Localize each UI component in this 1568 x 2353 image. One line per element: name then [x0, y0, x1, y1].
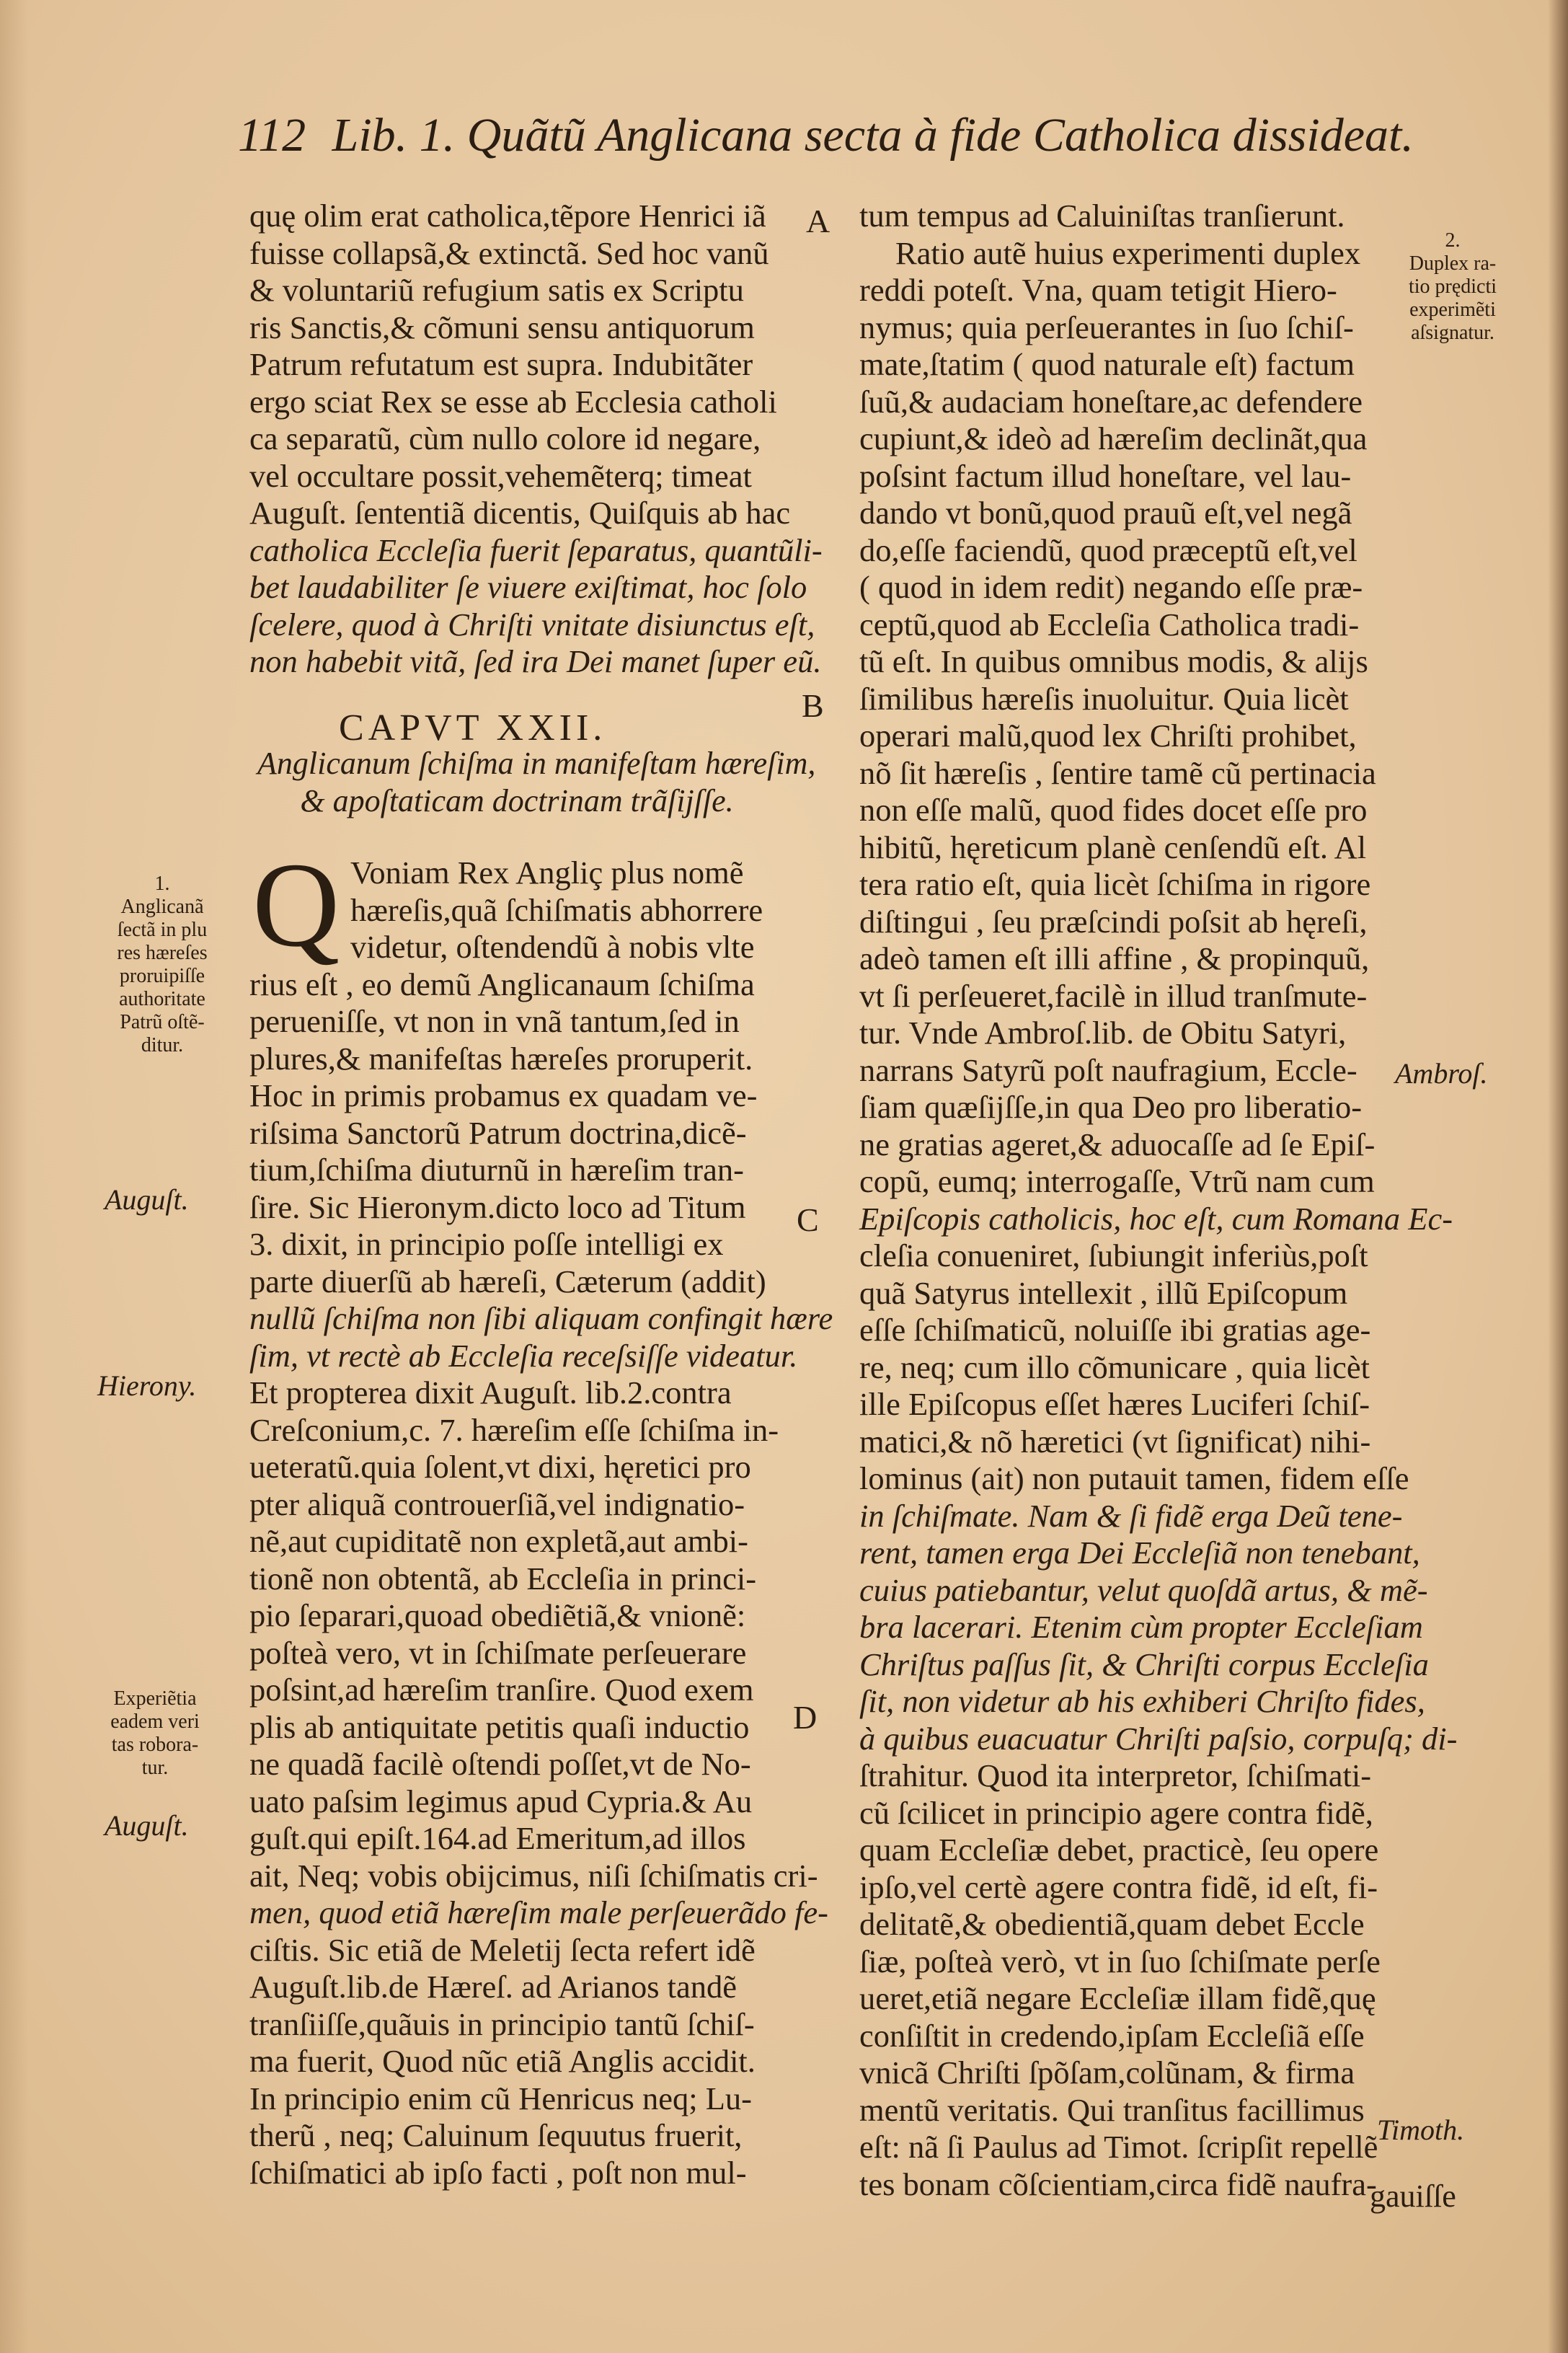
- text-line: eſſe ſchiſmaticũ, noluiſſe ibi gratias age-: [859, 1312, 1371, 1348]
- text-line: quę olim erat catholica,tẽpore Henrici iã: [249, 198, 766, 234]
- text-line: tum tempus ad Caluiniſtas tranſierunt.: [859, 198, 1345, 234]
- text-line: vt ſi perſeueret,facilè in illud tranſmute-: [859, 977, 1368, 1014]
- text-line: hæreſis,quã ſchiſmatis abhorrere: [350, 891, 763, 928]
- text-line: Voniam Rex Angliç plus nomẽ: [350, 855, 744, 891]
- text-line: matici,& nõ hæretici (vt ſignificat) nihi-: [859, 1423, 1371, 1460]
- text-line: plis ab antiquitate petitis quaſi inductio: [249, 1708, 750, 1745]
- text-line: tera ratio eſt, quia licèt ſchiſma in rigore: [859, 866, 1371, 902]
- text-line: Auguſt.lib.de Hæreſ. ad Arianos tandẽ: [249, 1969, 738, 2005]
- text-line: nõ ſit hæreſis , ſentire tamẽ cũ pertinacia: [859, 754, 1376, 791]
- text-line: tur. Vnde Ambroſ.lib. de Obitu Satyri,: [859, 1015, 1347, 1051]
- text-line: ca separatũ, cùm nullo colore id negare,: [249, 420, 761, 456]
- text-line: riſsima Sanctorũ Patrum doctrina,dicẽ-: [249, 1114, 747, 1151]
- text-line: reddi poteſt. Vna, quam tetigit Hiero-: [859, 272, 1337, 308]
- section-marker-d: D: [793, 1699, 818, 1736]
- text-line: ergo sciat Rex se esse ab Ecclesia catholi: [249, 383, 777, 420]
- text-line: non eſſe malũ, quod fides docet eſſe pro: [859, 792, 1368, 828]
- text-line: dando vt bonũ,quod prauũ eſt,vel negã: [859, 495, 1352, 531]
- page-edge-shadow: [1548, 0, 1568, 2353]
- text-line: ille Epiſcopus eſſet hæres Luciferi ſchiſ-: [859, 1386, 1370, 1422]
- text-line: re, neq; cum illo cõmunicare , quia licèt: [859, 1348, 1370, 1385]
- page-number: 112: [238, 109, 306, 162]
- text-line: Patrum refutatum est supra. Indubitãter: [249, 346, 753, 382]
- text-line: Ratio autẽ huius experimenti duplex: [895, 234, 1361, 271]
- text-line: In principio enim cũ Henricus neq; Lu-: [249, 2080, 752, 2116]
- text-line: ſuũ,& audaciam honeſtare,ac defendere: [859, 383, 1363, 420]
- text-line: poſsint factum illud honeſtare, vel lau-: [859, 457, 1352, 494]
- margin-note-right-1: [1395, 229, 1510, 345]
- margin-ref-timothy: Timoth.: [1377, 2114, 1465, 2146]
- text-line: 3. dixit, in principio poſſe intelligi ex: [249, 1226, 724, 1262]
- running-header: [238, 108, 1427, 173]
- left-column-top-text: [249, 198, 823, 681]
- text-line: diſtingui , ſeu præſcindi poſsit ab hęreſi,: [859, 903, 1368, 940]
- text-line: uato paſsim legimus apud Cypria.& Au: [249, 1783, 753, 1819]
- margin-note-left-1: [101, 873, 223, 1057]
- text-line: cupiunt,& ideò ad hæreſim declinãt,qua: [859, 420, 1368, 456]
- margin-note-line: Patrũ oſtẽ-: [120, 1011, 205, 1033]
- text-line: non habebit vitã, ſed ira Dei manet ſuper eũ.: [249, 643, 822, 679]
- margin-note-line: tas robora-: [111, 1734, 199, 1756]
- text-line: bra lacerari. Etenim cùm propter Eccleſiam: [859, 1609, 1423, 1645]
- margin-ref-jerome: Hierony.: [97, 1369, 197, 1402]
- text-line: men, quod etiã hæreſim male perſeuerãdo fe-: [249, 1894, 828, 1930]
- margin-note-line: authoritate: [119, 988, 205, 1010]
- text-line: ſim, vt rectè ab Eccleſia receſsiſſe videatur.: [249, 1337, 798, 1374]
- text-line: cuius patiebantur, velut quoſdã artus, & mẽ-: [859, 1571, 1428, 1608]
- text-line: tũ eſt. In quibus omnibus modis, & alijs: [859, 643, 1368, 679]
- text-line: ne gratias ageret,& aduocaſſe ad ſe Epiſ-: [859, 1126, 1376, 1162]
- text-line: fuisse collapsã,& extinctã. Sed hoc vanũ: [249, 234, 769, 271]
- margin-ref-augustine: Auguſt.: [105, 1183, 189, 1216]
- chapter-subtitle-line: Anglicanum ſchiſma in manifeſtam hæreſim,: [257, 746, 816, 781]
- margin-note-line: Duplex ra-: [1409, 252, 1497, 275]
- text-line: do,eſſe faciendũ, quod præceptũ eſt,vel: [859, 531, 1357, 568]
- margin-note-line: Anglicanã: [120, 896, 204, 918]
- text-line: ciſtis. Sic etiã de Meletij ſecta refert idẽ: [249, 1931, 756, 1968]
- text-line: tionẽ non obtentã, ab Eccleſia in princi-: [249, 1560, 757, 1597]
- chapter-subtitle: [257, 745, 816, 820]
- text-line: à quibus euacuatur Chriſti paſsio, corpuſq; di-: [859, 1720, 1458, 1757]
- left-column-body-text: [249, 855, 833, 2191]
- text-line: quam Eccleſiæ debet, practicè, ſeu opere: [859, 1832, 1379, 1868]
- text-line: ueteratũ.quia ſolent,vt dixi, hęretici pro: [249, 1449, 751, 1485]
- text-line: guſt.qui epiſt.164.ad Emeritum,ad illos: [249, 1820, 746, 1856]
- text-line: ſcelere, quod à Chriſti vnitate disiunctus eſt,: [249, 606, 815, 643]
- text-line: vel occultare possit,vehemẽterq; timeat: [249, 457, 752, 494]
- running-title: Lib. 1. Quãtũ Anglicana secta à fide Catholica dissideat.: [332, 109, 1414, 162]
- text-line: mate,ſtatim ( quod naturale eſt) factum: [859, 346, 1355, 382]
- text-line: nullũ ſchiſma non ſibi aliquam confingit hære: [249, 1300, 833, 1336]
- margin-ref-augustine: Auguſt.: [105, 1809, 189, 1842]
- text-line: Epiſcopis catholicis, hoc eſt, cum Romana Ec-: [859, 1200, 1453, 1237]
- margin-ref-ambrose: Ambroſ.: [1395, 1057, 1488, 1090]
- text-line: therũ , neq; Caluinum ſequutus fruerit,: [249, 2117, 743, 2153]
- text-line: ( quod in idem redit) negando eſſe præ-: [859, 569, 1363, 605]
- text-line: narrans Satyrũ poſt naufragium, Eccle-: [859, 1051, 1357, 1088]
- text-line: quã Satyrus intellexit , illũ Epiſcopum: [859, 1274, 1348, 1311]
- text-line: copũ, eumq; interrogaſſe, Vtrũ nam cum: [859, 1163, 1375, 1199]
- margin-note-line: tur.: [141, 1757, 169, 1779]
- text-line: tranſiiſſe,quãuis in principio tantũ ſchiſ-: [249, 2005, 755, 2042]
- catchword: gauiſſe: [1370, 2178, 1456, 2214]
- text-line: in ſchiſmate. Nam & ſi fidẽ erga Deũ tene-: [859, 1497, 1403, 1534]
- text-line: nymus; quia perſeuerantes in ſuo ſchiſ-: [859, 309, 1354, 345]
- text-line: & voluntariũ refugium satis ex Scriptu: [249, 272, 744, 308]
- section-marker-b: B: [802, 687, 824, 724]
- text-line: perueniſſe, vt non in vnã tantum,ſed in: [249, 1003, 740, 1039]
- drop-capital: Q: [252, 838, 340, 972]
- margin-note-line: ditur.: [141, 1034, 184, 1056]
- text-line: ueret,etiã negare Eccleſiæ illam fidẽ,quę: [859, 1980, 1376, 2016]
- page-gutter-shadow: [0, 0, 29, 2353]
- text-line: ſire. Sic Hieronym.dicto loco ad Titum: [249, 1188, 746, 1225]
- margin-note-line: experimẽti: [1409, 299, 1496, 321]
- text-line: hibitũ, hęreticum planè cenſendũ eſt. Al: [859, 829, 1367, 865]
- text-line: ſiam quæſijſſe,in qua Deo pro liberatio-: [859, 1089, 1363, 1125]
- text-line: poſsint,ad hæreſim tranſire. Quod exem: [249, 1672, 754, 1708]
- text-line: bet laudabiliter ſe viuere exiſtimat, hoc ſolo: [249, 569, 807, 605]
- text-line: pio ſeparari,quoad obediẽtiã,& vnionẽ:: [249, 1597, 746, 1633]
- text-line: catholica Eccleſia fuerit ſeparatus, quantũli-: [249, 531, 823, 568]
- text-line: Et propterea dixit Auguſt. lib.2.contra: [249, 1374, 732, 1411]
- text-line: nẽ,aut cupiditatẽ non expletã,aut ambi-: [249, 1523, 748, 1559]
- text-line: ait, Neq; vobis obijcimus, niſi ſchiſmatis cri-: [249, 1857, 818, 1894]
- text-line: ſimilibus hæreſis inuoluitur. Quia licèt: [859, 680, 1349, 717]
- text-line: pter aliquã controuerſiã,vel indignatio-: [249, 1485, 745, 1522]
- margin-note-line: ſectã in plu: [117, 919, 208, 941]
- text-line: parte diuerſũ ab hæreſi, Cæterum (addit): [249, 1263, 766, 1299]
- text-line: operari malũ,quod lex Chriſti prohibet,: [859, 718, 1357, 754]
- text-line: ſchiſmatici ab ipſo facti , poſt non mul-: [249, 2154, 747, 2191]
- margin-note-line: Experiẽtia: [113, 1687, 197, 1710]
- text-line: cleſia conueniret, ſubiungit inferiùs,poſt: [859, 1237, 1368, 1273]
- text-line: videtur, oſtendendũ à nobis vlte: [350, 929, 755, 965]
- text-line: Chriſtus paſſus ſit, & Chriſti corpus Eccleſia: [859, 1646, 1429, 1682]
- text-line: ſiæ, poſteà verò, vt in ſuo ſchiſmate perſe: [859, 1943, 1381, 1979]
- section-marker-c: C: [797, 1201, 819, 1238]
- text-line: eſt: nã ſi Paulus ad Timot. ſcripſit repellẽ: [859, 2129, 1378, 2165]
- text-line: delitatẽ,& obedientiã,quam debet Eccle: [859, 1906, 1365, 1942]
- text-line: tes bonam cõſcientiam,circa fidẽ naufra-: [859, 2166, 1377, 2202]
- margin-note-line: eadem veri: [110, 1710, 200, 1733]
- margin-note-line: 2.: [1445, 229, 1461, 252]
- text-line: adeò tamen eſt illi affine , & propinquũ,: [859, 940, 1370, 976]
- text-line: cũ ſcilicet in principio agere contra fidẽ,: [859, 1794, 1373, 1831]
- text-line: Hoc in primis probamus ex quadam ve-: [249, 1077, 758, 1113]
- text-line: ipſo,vel certè agere contra fidẽ, id eſt, fi-: [859, 1868, 1378, 1905]
- text-line: conſiſtit in credendo,ipſam Eccleſiã eſſe: [859, 2017, 1365, 2054]
- margin-note-line: aſsignatur.: [1411, 322, 1494, 344]
- margin-note-left-2: [90, 1687, 220, 1780]
- margin-note-line: 1.: [154, 873, 170, 895]
- text-line: tium,ſchiſma diuturnũ in hæreſim tran-: [249, 1152, 744, 1188]
- text-line: ne quadã facilè oſtendi poſſet,vt de No-: [249, 1746, 751, 1782]
- text-line: ris Sanctis,& cõmuni sensu antiquorum: [249, 309, 755, 345]
- text-line: lominus (ait) non putauit tamen, fidem eſſe: [859, 1460, 1409, 1496]
- text-line: Creſconium,c. 7. hæreſim eſſe ſchiſma in-: [249, 1411, 779, 1448]
- margin-note-line: tio prędicti: [1408, 275, 1497, 298]
- text-line: ceptũ,quod ab Eccleſia Catholica tradi-: [859, 606, 1360, 643]
- margin-note-line: res hæreſes: [117, 942, 208, 964]
- text-line: ma fuerit, Quod nũc etiã Anglis accidit.: [249, 2043, 756, 2079]
- margin-note-line: proruipiſſe: [119, 965, 205, 987]
- text-line: plures,& manifeſtas hæreſes proruperit.: [249, 1040, 753, 1077]
- chapter-title: CAPVT XXII.: [339, 707, 607, 749]
- section-marker-a: A: [806, 203, 830, 239]
- text-line: rius eſt , eo demũ Anglicanaum ſchiſma: [249, 966, 755, 1002]
- text-line: mentũ veritatis. Qui tranſitus facillimus: [859, 2091, 1365, 2128]
- chapter-subtitle-line: & apoſtaticam doctrinam trãſijſſe.: [300, 783, 734, 818]
- text-line: rent, tamen erga Dei Eccleſiã non tenebant,: [859, 1535, 1420, 1571]
- text-line: ſit, non videtur ab his exhiberi Chriſto fides,: [859, 1683, 1425, 1719]
- text-line: Auguſt. ſententiã dicentis, Quiſquis ab hac: [249, 495, 791, 531]
- text-line: poſteà vero, vt in ſchiſmate perſeuerare: [249, 1634, 747, 1671]
- text-line: vnicã Chriſti ſpõſam,colũnam, & firma: [859, 2054, 1355, 2091]
- text-line: ſtrahitur. Quod ita interpretor, ſchiſmati-: [859, 1757, 1372, 1793]
